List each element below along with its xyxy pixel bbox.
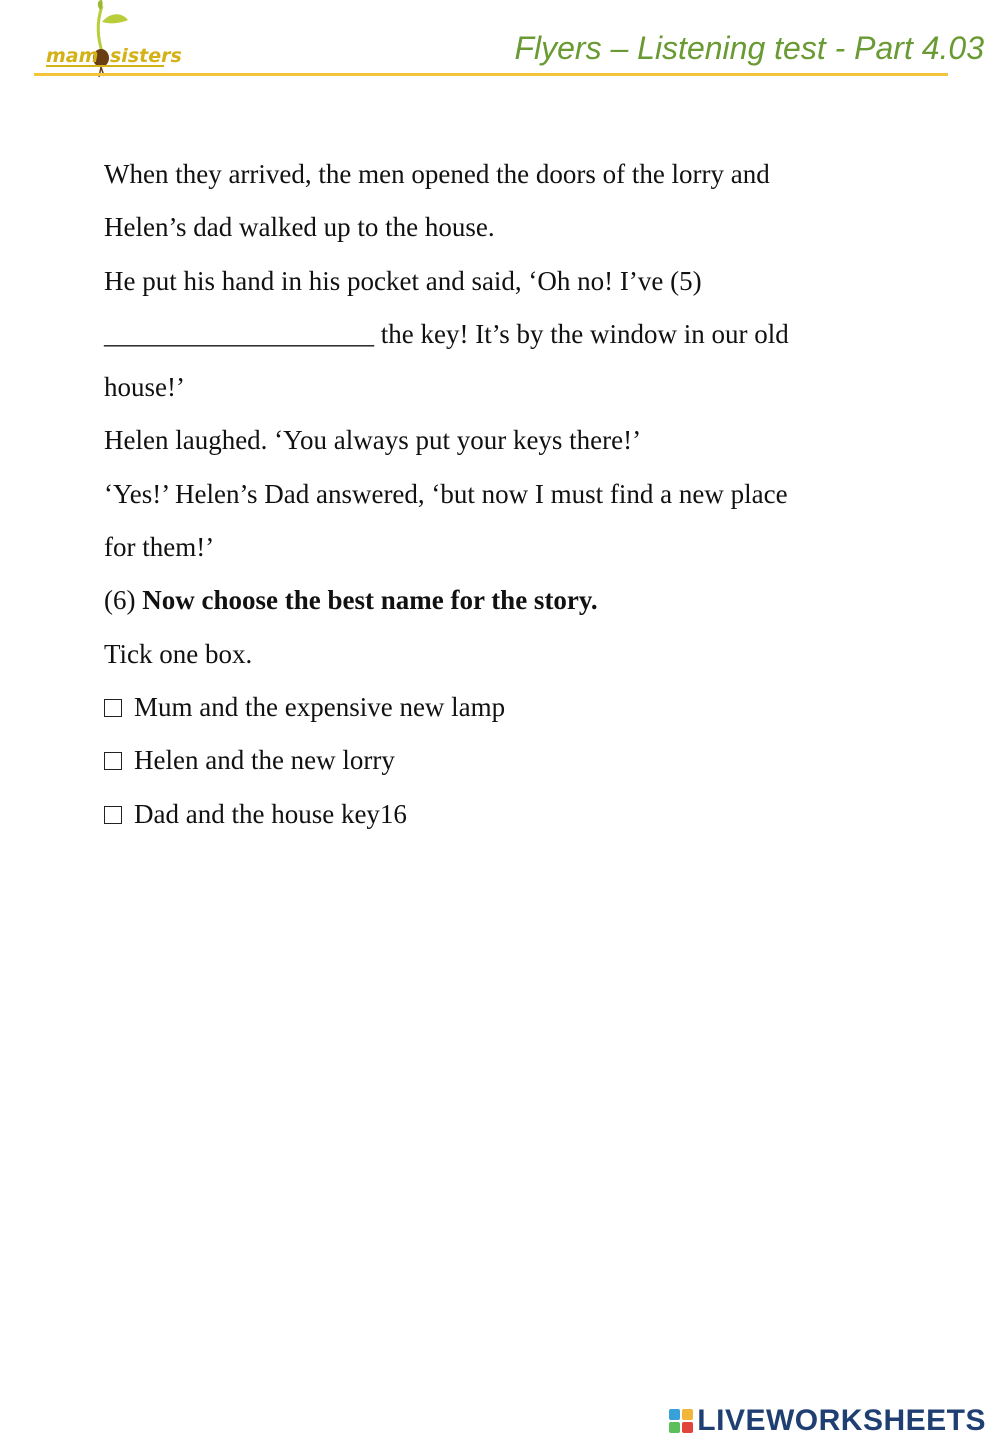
checkbox-icon[interactable] (104, 806, 122, 824)
mamsisters-logo (36, 0, 182, 78)
question-heading (104, 574, 884, 627)
story-line: for them!’ (104, 532, 215, 563)
option-item[interactable] (104, 788, 884, 841)
page-header (0, 0, 1000, 82)
option-item[interactable] (104, 734, 884, 787)
question-instruction: Tick one box. (104, 638, 253, 669)
header-divider (34, 73, 948, 76)
worksheet-body (104, 148, 884, 841)
option-label: Helen and the new lorry (134, 745, 395, 776)
liveworksheets-mark-icon (669, 1409, 693, 1433)
liveworksheets-logo (669, 1403, 986, 1439)
question-prompt: Now choose the best name for the story. (142, 585, 598, 616)
option-item[interactable] (104, 681, 884, 734)
option-label: Dad and the house key16 (134, 798, 407, 829)
story-line: house!’ (104, 372, 185, 403)
story-line-with-blank[interactable]: ____________________ the key! It’s by the window in our old (104, 318, 789, 349)
checkbox-icon[interactable] (104, 699, 122, 717)
story-line: Helen’s dad walked up to the house. (104, 212, 495, 243)
option-label: Mum and the expensive new lamp (134, 691, 506, 722)
sprout-logo-icon (36, 0, 182, 78)
svg-text:mam: mam (46, 45, 99, 67)
worksheet-title: Flyers – Listening test - Part 4.03 (514, 30, 984, 66)
question-number: (6) (104, 585, 136, 616)
story-line: Helen laughed. ‘You always put your keys there!’ (104, 425, 642, 456)
brand-name: LIVEWORKSHEETS (697, 1404, 986, 1437)
story-line: When they arrived, the men opened the doors of the lorry and (104, 159, 770, 189)
checkbox-icon[interactable] (104, 752, 122, 770)
story-line: He put his hand in his pocket and said, ‘Oh no! I’ve (5) (104, 265, 702, 296)
story-line: ‘Yes!’ Helen’s Dad answered, ‘but now I must find a new place (104, 478, 788, 509)
svg-text:sisters: sisters (110, 45, 182, 67)
